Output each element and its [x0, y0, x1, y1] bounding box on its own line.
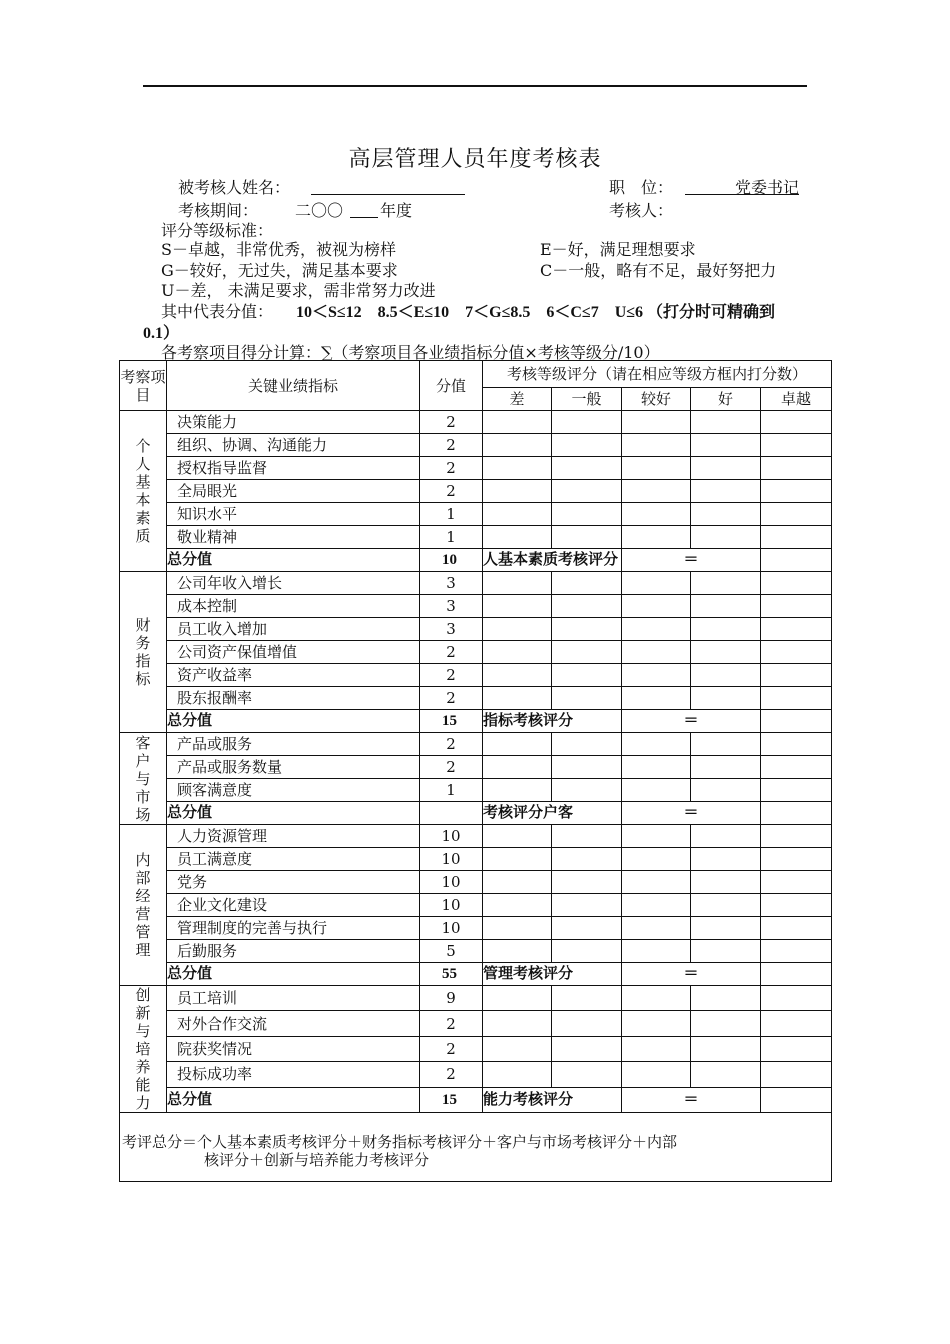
grade-input-cell[interactable]	[552, 733, 622, 756]
grade-input-cell[interactable]	[691, 1062, 761, 1087]
grade-input-cell[interactable]	[622, 917, 691, 940]
grade-input-cell[interactable]	[691, 618, 761, 641]
grade-input-cell[interactable]	[691, 457, 761, 480]
section-total-row	[120, 963, 832, 986]
grade-header: 差	[483, 388, 552, 411]
grade-input-cell[interactable]	[622, 572, 691, 595]
grade-input-cell[interactable]	[552, 1011, 622, 1036]
formula: 各考察项目得分计算：∑（考察项目各业绩指标分值×考核等级分/10）	[161, 343, 660, 362]
grade-header: 卓越	[761, 388, 832, 411]
grade-input-cell[interactable]	[483, 480, 552, 503]
grade-input-cell[interactable]	[483, 733, 552, 756]
grade-input-cell[interactable]	[622, 664, 691, 687]
grade-input-cell[interactable]	[483, 687, 552, 710]
grade-input-cell[interactable]	[483, 434, 552, 457]
grade-input-cell[interactable]	[483, 664, 552, 687]
table-row	[120, 894, 832, 917]
grade-input-cell[interactable]	[483, 503, 552, 526]
grade-input-cell[interactable]	[691, 756, 761, 779]
score-ranges-cont: 0.1）	[143, 325, 180, 342]
col-item-header: 考察项目	[120, 361, 167, 411]
grade-input-cell[interactable]	[691, 871, 761, 894]
weight-cell: 2	[420, 434, 483, 457]
indicator-cell: 资产收益率	[167, 664, 420, 687]
indicator-cell: 管理制度的完善与执行	[167, 917, 420, 940]
grade-input-cell[interactable]	[691, 779, 761, 802]
table-row	[120, 457, 832, 480]
weight-cell: 10	[420, 871, 483, 894]
grade-input-cell[interactable]	[622, 503, 691, 526]
assessor-label: 考核人：	[609, 201, 674, 220]
section-score-label: 指标考核评分	[483, 710, 622, 733]
grade-input-cell[interactable]	[691, 503, 761, 526]
criteria-heading: 评分等级标准：	[161, 221, 274, 240]
grade-input-cell[interactable]	[761, 641, 832, 664]
grade-input-cell[interactable]	[761, 733, 832, 756]
table-row	[120, 503, 832, 526]
grade-input-cell[interactable]	[622, 526, 691, 549]
score-label: 其中代表分值：	[161, 302, 274, 321]
position-field[interactable]: 党委书记	[685, 175, 799, 195]
page-title: 高层管理人员年度考核表	[348, 147, 602, 172]
grade-input-cell[interactable]	[552, 1036, 622, 1061]
weight-cell: 1	[420, 779, 483, 802]
total-label: 总分值	[167, 549, 420, 572]
category-text: 创新与培养能力	[135, 986, 151, 1112]
equals-sign: ＝	[622, 963, 761, 986]
grade-input-cell[interactable]	[622, 641, 691, 664]
grade-input-cell[interactable]	[483, 572, 552, 595]
total-label: 总分值	[167, 710, 420, 733]
indicator-cell: 员工满意度	[167, 848, 420, 871]
grade-input-cell[interactable]	[552, 434, 622, 457]
grade-input-cell[interactable]	[483, 825, 552, 848]
grade-input-cell[interactable]	[552, 411, 622, 434]
indicator-cell: 后勤服务	[167, 940, 420, 963]
grade-input-cell[interactable]	[691, 687, 761, 710]
position-label: 职 位：	[609, 178, 674, 197]
total-weight: 10	[420, 549, 483, 572]
grade-input-cell[interactable]	[691, 595, 761, 618]
equals-sign: ＝	[622, 549, 761, 572]
grade-input-cell[interactable]	[552, 457, 622, 480]
period-year-field[interactable]	[350, 198, 378, 218]
grade-input-cell[interactable]	[483, 779, 552, 802]
indicator-cell: 全局眼光	[167, 480, 420, 503]
grade-input-cell[interactable]	[552, 756, 622, 779]
grade-input-cell[interactable]	[761, 871, 832, 894]
table-row	[120, 1011, 832, 1036]
indicator-cell: 产品或服务	[167, 733, 420, 756]
grade-header: 较好	[622, 388, 691, 411]
weight-cell: 3	[420, 618, 483, 641]
weight-cell: 10	[420, 848, 483, 871]
table-row	[120, 917, 832, 940]
table-row	[120, 687, 832, 710]
grade-input-cell[interactable]	[761, 434, 832, 457]
grade-input-cell[interactable]	[622, 894, 691, 917]
grade-input-cell[interactable]	[691, 572, 761, 595]
grade-input-cell[interactable]	[552, 595, 622, 618]
indicator-cell: 党务	[167, 871, 420, 894]
table-row	[120, 871, 832, 894]
weight-cell: 1	[420, 526, 483, 549]
grade-input-cell[interactable]	[622, 618, 691, 641]
grade-input-cell[interactable]	[552, 503, 622, 526]
grade-input-cell[interactable]	[761, 940, 832, 963]
grade-input-cell[interactable]	[622, 1062, 691, 1087]
total-weight: 15	[420, 1087, 483, 1112]
grade-input-cell[interactable]	[622, 848, 691, 871]
indicator-cell: 人力资源管理	[167, 825, 420, 848]
section-score-cell[interactable]	[761, 710, 832, 733]
grade-header: 一般	[552, 388, 622, 411]
grade-input-cell[interactable]	[691, 1036, 761, 1061]
category-label	[120, 411, 167, 572]
indicator-cell: 决策能力	[167, 411, 420, 434]
section-score-cell[interactable]	[761, 1087, 832, 1112]
table-row	[120, 986, 832, 1011]
grade-input-cell[interactable]	[761, 917, 832, 940]
grade-input-cell[interactable]	[761, 894, 832, 917]
weight-cell: 3	[420, 595, 483, 618]
grade-input-cell[interactable]	[483, 1062, 552, 1087]
grade-input-cell[interactable]	[761, 457, 832, 480]
total-label: 总分值	[167, 1087, 420, 1112]
grade-input-cell[interactable]	[691, 641, 761, 664]
equals-sign: ＝	[622, 802, 761, 825]
grade-input-cell[interactable]	[761, 848, 832, 871]
grade-input-cell[interactable]	[691, 434, 761, 457]
indicator-cell: 成本控制	[167, 595, 420, 618]
grade-input-cell[interactable]	[691, 733, 761, 756]
equals-sign: ＝	[622, 710, 761, 733]
section-score-cell[interactable]	[761, 963, 832, 986]
grade-input-cell[interactable]	[761, 1011, 832, 1036]
indicator-cell: 企业文化建设	[167, 894, 420, 917]
grade-input-cell[interactable]	[761, 1062, 832, 1087]
grade-input-cell[interactable]	[552, 641, 622, 664]
grade-input-cell[interactable]	[691, 480, 761, 503]
criteria-c: C－一般，略有不足，最好努把力	[540, 261, 777, 280]
grade-input-cell[interactable]	[691, 940, 761, 963]
weight-cell: 2	[420, 411, 483, 434]
grade-input-cell[interactable]	[552, 940, 622, 963]
criteria-e: E－好，满足理想要求	[540, 240, 696, 259]
weight-cell: 10	[420, 825, 483, 848]
table-row	[120, 733, 832, 756]
weight-cell: 2	[420, 480, 483, 503]
total-score-formula	[120, 1113, 832, 1182]
grade-input-cell[interactable]	[691, 917, 761, 940]
table-row	[120, 940, 832, 963]
grade-input-cell[interactable]	[483, 411, 552, 434]
indicator-cell: 员工培训	[167, 986, 420, 1011]
weight-cell: 2	[420, 756, 483, 779]
grade-input-cell[interactable]	[483, 940, 552, 963]
section-total-row	[120, 549, 832, 572]
grade-input-cell[interactable]	[622, 825, 691, 848]
grade-input-cell[interactable]	[483, 595, 552, 618]
category-label	[120, 572, 167, 733]
criteria-s: S－卓越，非常优秀，被视为榜样	[161, 240, 396, 259]
table-row	[120, 641, 832, 664]
grade-input-cell[interactable]	[622, 1011, 691, 1036]
grade-input-cell[interactable]	[761, 779, 832, 802]
indicator-cell: 顾客满意度	[167, 779, 420, 802]
category-label	[120, 825, 167, 986]
section-total-row	[120, 1087, 832, 1112]
weight-cell: 10	[420, 894, 483, 917]
table-row	[120, 756, 832, 779]
grade-input-cell[interactable]	[622, 779, 691, 802]
assessment-table	[119, 360, 832, 1182]
grade-input-cell[interactable]	[622, 595, 691, 618]
category-label	[120, 986, 167, 1113]
indicator-cell: 产品或服务数量	[167, 756, 420, 779]
grade-input-cell[interactable]	[761, 664, 832, 687]
grade-input-cell[interactable]	[761, 595, 832, 618]
grade-input-cell[interactable]	[483, 894, 552, 917]
grade-input-cell[interactable]	[622, 480, 691, 503]
score-ranges: 10＜S≤12 8.5＜E≤10 7＜G≤8.5 6＜C≤7 U≤6 （打分时可精确到	[296, 304, 776, 321]
table-row	[120, 595, 832, 618]
grade-input-cell[interactable]	[761, 411, 832, 434]
grade-input-cell[interactable]	[691, 848, 761, 871]
table-row	[120, 848, 832, 871]
grade-input-cell[interactable]	[622, 687, 691, 710]
grade-input-cell[interactable]	[483, 848, 552, 871]
weight-cell: 2	[420, 457, 483, 480]
total-weight: 55	[420, 963, 483, 986]
indicator-cell: 组织、协调、沟通能力	[167, 434, 420, 457]
grade-input-cell[interactable]	[552, 825, 622, 848]
grade-input-cell[interactable]	[552, 618, 622, 641]
total-label: 总分值	[167, 802, 420, 825]
grade-input-cell[interactable]	[691, 411, 761, 434]
indicator-cell: 授权指导监督	[167, 457, 420, 480]
grade-input-cell[interactable]	[483, 618, 552, 641]
grade-input-cell[interactable]	[483, 871, 552, 894]
grade-input-cell[interactable]	[761, 1036, 832, 1061]
section-total-row	[120, 802, 832, 825]
weight-cell: 2	[420, 733, 483, 756]
indicator-cell: 对外合作交流	[167, 1011, 420, 1036]
grade-input-cell[interactable]	[761, 503, 832, 526]
weight-cell: 3	[420, 572, 483, 595]
total-weight	[420, 802, 483, 825]
weight-cell: 2	[420, 664, 483, 687]
grade-input-cell[interactable]	[691, 1011, 761, 1036]
top-rule	[143, 85, 807, 87]
grade-input-cell[interactable]	[552, 1062, 622, 1087]
category-text: 客户与市场	[135, 733, 151, 824]
grade-input-cell[interactable]	[691, 825, 761, 848]
section-score-label: 人基本素质考核评分	[483, 549, 622, 572]
period-prefix: 二〇〇	[295, 201, 344, 220]
grade-input-cell[interactable]	[552, 848, 622, 871]
table-row	[120, 618, 832, 641]
grade-input-cell[interactable]	[622, 434, 691, 457]
table-row	[120, 779, 832, 802]
weight-cell: 10	[420, 917, 483, 940]
grade-input-cell[interactable]	[483, 641, 552, 664]
indicator-cell: 员工收入增加	[167, 618, 420, 641]
indicator-cell: 公司资产保值增值	[167, 641, 420, 664]
table-row	[120, 1036, 832, 1061]
total-label: 总分值	[167, 963, 420, 986]
weight-cell: 9	[420, 986, 483, 1011]
table-row	[120, 480, 832, 503]
indicator-cell: 公司年收入增长	[167, 572, 420, 595]
section-score-label: 考核评分户客	[483, 802, 622, 825]
grade-input-cell[interactable]	[483, 1011, 552, 1036]
grade-input-cell[interactable]	[622, 411, 691, 434]
grade-input-cell[interactable]	[761, 756, 832, 779]
table-row	[120, 572, 832, 595]
section-score-label: 管理考核评分	[483, 963, 622, 986]
section-score-cell[interactable]	[761, 549, 832, 572]
weight-cell: 2	[420, 1036, 483, 1061]
grade-input-cell[interactable]	[552, 572, 622, 595]
table-row	[120, 825, 832, 848]
grade-input-cell[interactable]	[622, 457, 691, 480]
weight-cell: 5	[420, 940, 483, 963]
grade-input-cell[interactable]	[552, 917, 622, 940]
indicator-cell: 知识水平	[167, 503, 420, 526]
section-score-label: 能力考核评分	[483, 1087, 622, 1112]
grade-input-cell[interactable]	[552, 526, 622, 549]
section-total-row	[120, 710, 832, 733]
category-text: 个人基本素质	[135, 437, 151, 545]
table-row	[120, 526, 832, 549]
grade-input-cell[interactable]	[552, 871, 622, 894]
period-label: 考核期间：	[178, 201, 259, 220]
grade-input-cell[interactable]	[691, 664, 761, 687]
grade-input-cell[interactable]	[552, 779, 622, 802]
grade-input-cell[interactable]	[483, 917, 552, 940]
grade-input-cell[interactable]	[552, 894, 622, 917]
grade-header: 好	[691, 388, 761, 411]
footer-line-2: 核评分＋创新与培养能力考核评分	[204, 1151, 430, 1169]
equals-sign: ＝	[622, 1087, 761, 1112]
criteria-g: G－较好，无过失，满足基本要求	[161, 261, 398, 280]
category-label	[120, 733, 167, 825]
grade-input-cell[interactable]	[622, 733, 691, 756]
weight-cell: 1	[420, 503, 483, 526]
grade-input-cell[interactable]	[622, 871, 691, 894]
weight-cell: 2	[420, 1062, 483, 1087]
grade-input-cell[interactable]	[552, 986, 622, 1011]
period-suffix: 年度	[380, 201, 413, 220]
grade-input-cell[interactable]	[761, 687, 832, 710]
table-row	[120, 434, 832, 457]
criteria-u: U－差， 未满足要求，需非常努力改进	[161, 281, 436, 300]
grade-input-cell[interactable]	[483, 457, 552, 480]
indicator-cell: 院获奖情况	[167, 1036, 420, 1061]
weight-cell: 2	[420, 687, 483, 710]
grade-input-cell[interactable]	[552, 687, 622, 710]
grade-input-cell[interactable]	[691, 894, 761, 917]
grade-input-cell[interactable]	[483, 1036, 552, 1061]
grade-input-cell[interactable]	[483, 986, 552, 1011]
category-text: 内部经营管理	[135, 851, 151, 959]
indicator-cell: 股东报酬率	[167, 687, 420, 710]
name-label: 被考核人姓名：	[178, 178, 291, 197]
grade-input-cell[interactable]	[691, 986, 761, 1011]
weight-cell: 2	[420, 641, 483, 664]
grade-input-cell[interactable]	[761, 480, 832, 503]
grade-input-cell[interactable]	[552, 480, 622, 503]
col-weight-header: 分值	[420, 361, 483, 411]
col-indicator-header: 关键业绩指标	[167, 361, 420, 411]
grade-input-cell[interactable]	[761, 825, 832, 848]
grade-input-cell[interactable]	[691, 526, 761, 549]
grade-input-cell[interactable]	[761, 526, 832, 549]
grade-input-cell[interactable]	[622, 756, 691, 779]
section-score-cell[interactable]	[761, 802, 832, 825]
table-row	[120, 664, 832, 687]
weight-cell: 2	[420, 1011, 483, 1036]
grade-input-cell[interactable]	[483, 756, 552, 779]
grade-input-cell[interactable]	[483, 526, 552, 549]
grade-input-cell[interactable]	[622, 940, 691, 963]
table-row	[120, 1062, 832, 1087]
table-row	[120, 411, 832, 434]
grade-input-cell[interactable]	[552, 664, 622, 687]
grade-input-cell[interactable]	[761, 986, 832, 1011]
category-text: 财务指标	[135, 616, 151, 688]
grade-input-cell[interactable]	[761, 618, 832, 641]
col-grade-group-header: 考核等级评分（请在相应等级方框内打分数）	[483, 361, 832, 388]
footer-line-1: 考评总分＝个人基本素质考核评分＋财务指标考核评分＋客户与市场考核评分＋内部	[122, 1133, 678, 1151]
name-field[interactable]	[311, 175, 465, 195]
grade-input-cell[interactable]	[761, 572, 832, 595]
grade-input-cell[interactable]	[622, 1036, 691, 1061]
total-weight: 15	[420, 710, 483, 733]
indicator-cell: 敬业精神	[167, 526, 420, 549]
indicator-cell: 投标成功率	[167, 1062, 420, 1087]
grade-input-cell[interactable]	[622, 986, 691, 1011]
